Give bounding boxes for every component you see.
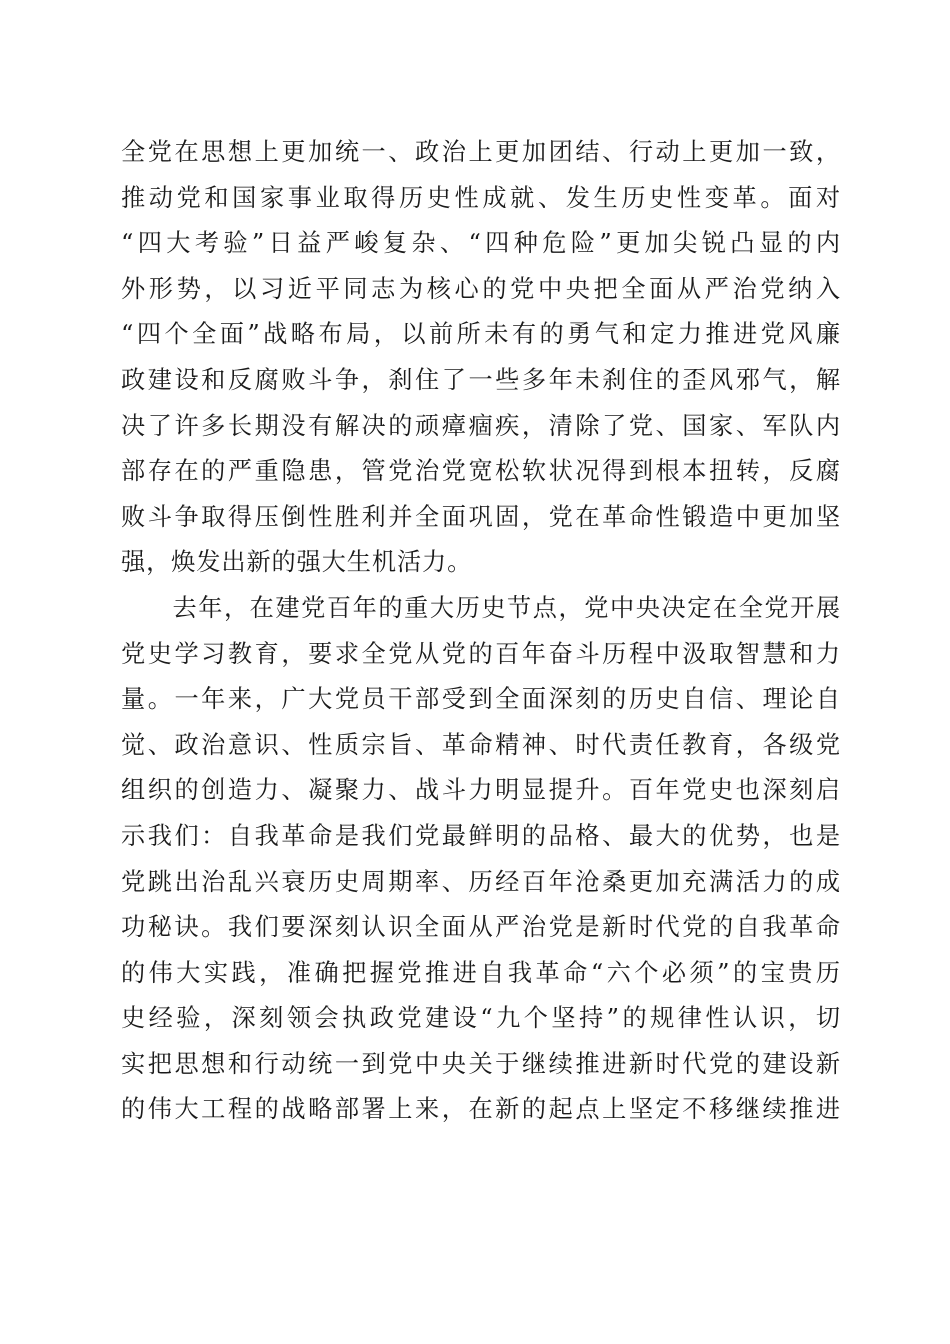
text-line: 功秘诀。我们要深刻认识全面从严治党是新时代党的自我革命	[121, 913, 841, 942]
text-line: 部存在的严重隐患，管党治党宽松软状况得到根本扭转，反腐	[121, 457, 841, 486]
text-line: 量。一年来，广大党员干部受到全面深刻的历史自信、理论自	[121, 685, 841, 714]
text-line: “四个全面”战略布局，以前所未有的勇气和定力推进党风廉	[121, 320, 841, 349]
text-line: 去年，在建党百年的重大历史节点，党中央决定在全党开展	[121, 593, 841, 622]
text-line: 败斗争取得压倒性胜利并全面巩固，党在革命性锻造中更加坚	[121, 502, 841, 531]
text-line: “四大考验”日益严峻复杂、“四种危险”更加尖锐凸显的内	[121, 229, 841, 258]
text-line: 强，焕发出新的强大生机活力。	[121, 548, 473, 577]
text-line: 党跳出治乱兴衰历史周期率、历经百年沧桑更加充满活力的成	[121, 867, 841, 896]
text-line: 全党在思想上更加统一、政治上更加团结、行动上更加一致，	[121, 138, 841, 166]
text-line: 外形势，以习近平同志为核心的党中央把全面从严治党纳入	[121, 274, 841, 303]
text-line: 推动党和国家事业取得历史性成就、发生历史性变革。面对	[121, 183, 841, 212]
text-line: 的伟大工程的战略部署上来，在新的起点上坚定不移继续推进	[121, 1095, 841, 1124]
text-line: 决了许多长期没有解决的顽瘴痼疾，清除了党、国家、军队内	[121, 411, 841, 440]
body-text	[121, 130, 841, 1133]
text-line: 党史学习教育，要求全党从党的百年奋斗历程中汲取智慧和力	[121, 639, 841, 668]
text-line: 史经验，深刻领会执政党建设“九个坚持”的规律性认识，切	[121, 1004, 841, 1033]
text-line: 组织的创造力、凝聚力、战斗力明显提升。百年党史也深刻启	[121, 776, 841, 805]
text-line: 觉、政治意识、性质宗旨、革命精神、时代责任教育，各级党	[121, 730, 841, 759]
text-line: 政建设和反腐败斗争，刹住了一些多年未刹住的歪风邪气，解	[121, 365, 841, 394]
text-line: 示我们：自我革命是我们党最鲜明的品格、最大的优势，也是	[121, 821, 841, 850]
text-line: 实把思想和行动统一到党中央关于继续推进新时代党的建设新	[121, 1049, 841, 1078]
text-line: 的伟大实践，准确把握党推进自我革命“六个必须”的宝贵历	[121, 958, 841, 987]
